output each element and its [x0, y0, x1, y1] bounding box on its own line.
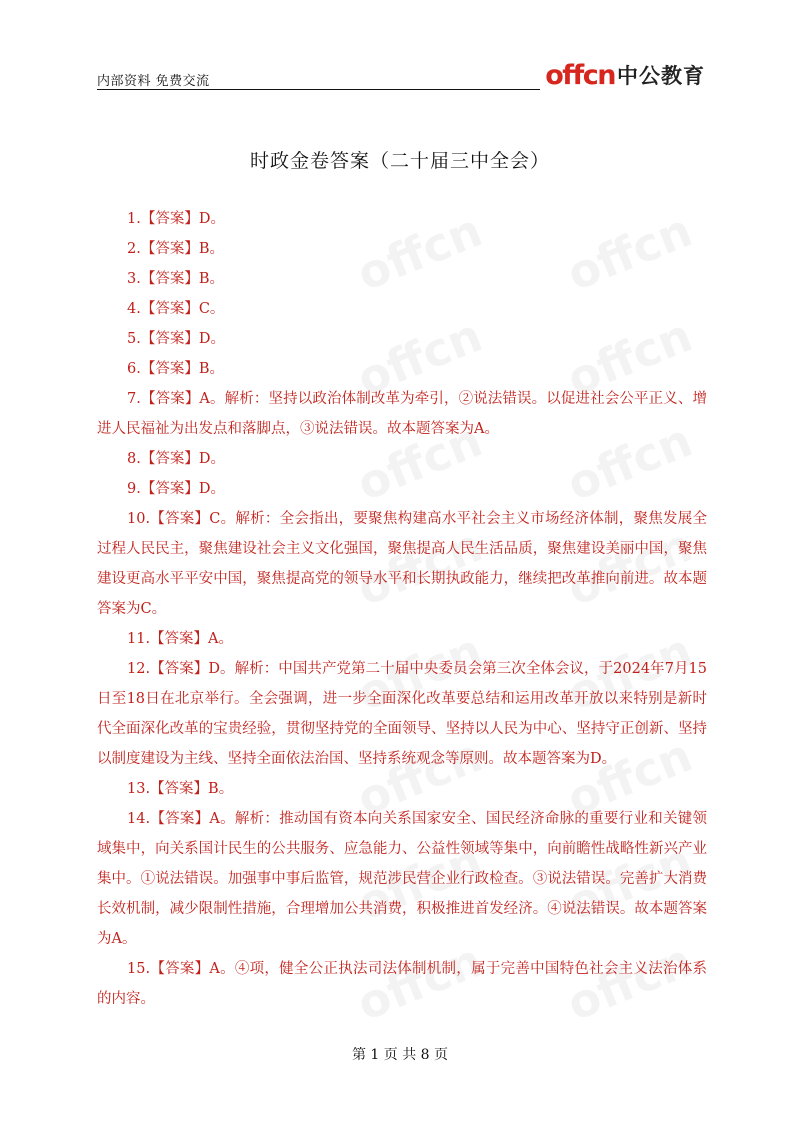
answer-item: 4.【答案】C。 — [127, 301, 225, 317]
answer-item: 9.【答案】D。 — [127, 481, 225, 497]
header-rule — [97, 89, 540, 90]
offcn-logo — [545, 62, 705, 90]
answer-item: 12.【答案】D。解析：中国共产党第二十届中央委员会第三次全体会议，于2024年7月15日至18日在北京举行。全会强调，进一步全面深化改革要总结和运用改革开放以来特别是新时代全面深化改革的宝贵经验，贯彻坚持党的全面领导、坚持以人民为中心、坚持守正创新、坚持以制度建设为主线、坚持全面依法治国、坚持系统观念等原则。故本题答案为D。 — [97, 661, 707, 767]
answer-item: 7.【答案】A。解析：坚持以政治体制改革为牵引，②说法错误。以促进社会公平正义、增进人民福祉为出发点和落脚点，③说法错误。故本题答案为A。 — [97, 391, 707, 437]
answer-item: 11.【答案】A。 — [127, 631, 234, 647]
answer-item: 3.【答案】B。 — [127, 271, 224, 287]
page-header — [97, 60, 705, 94]
logo-en-text: offcn — [545, 60, 615, 91]
answer-item: 2.【答案】B。 — [127, 241, 224, 257]
answer-item: 5.【答案】D。 — [127, 331, 225, 347]
answer-item: 14.【答案】A。解析：推动国有资本向关系国家安全、国民经济命脉的重要行业和关键领域集中，向关系国计民生的公共服务、应急能力、公益性领域等集中，向前瞻性战略性新兴产业集中。①说法错误。加强事中事后监管，规范涉民营企业行政检查。③说法错误。完善扩大消费长效机制，减少限制性措施，合理增加公共消费，积极推进首发经济。④说法错误。故本题答案为A。 — [97, 811, 707, 947]
answer-item: 8.【答案】D。 — [127, 451, 225, 467]
header-label: 内部资料 免费交流 — [97, 74, 210, 89]
answer-item: 6.【答案】B。 — [127, 361, 224, 377]
answer-item: 13.【答案】B。 — [127, 781, 234, 797]
answer-item: 15.【答案】A。④项，健全公正执法司法体制机制，属于完善中国特色社会主义法治体系的内容。 — [97, 961, 707, 1007]
logo-cn-text: 中公教育 — [617, 64, 705, 88]
answer-list — [97, 204, 707, 1014]
answer-item: 1.【答案】D。 — [127, 211, 225, 227]
page-title: 时政金卷答案（二十届三中全会） — [249, 150, 550, 172]
answer-item: 10.【答案】C。解析：全会指出，要聚焦构建高水平社会主义市场经济体制，聚焦发展全过程人民民主，聚焦建设社会主义文化强国，聚焦提高人民生活品质，聚焦建设美丽中国，聚焦建设更高水平平安中国，聚焦提高党的领导水平和长期执政能力，继续把改革推向前进。故本题答案为C。 — [97, 511, 707, 617]
page-footer: 第 1 页 共 8 页 — [351, 1047, 449, 1063]
